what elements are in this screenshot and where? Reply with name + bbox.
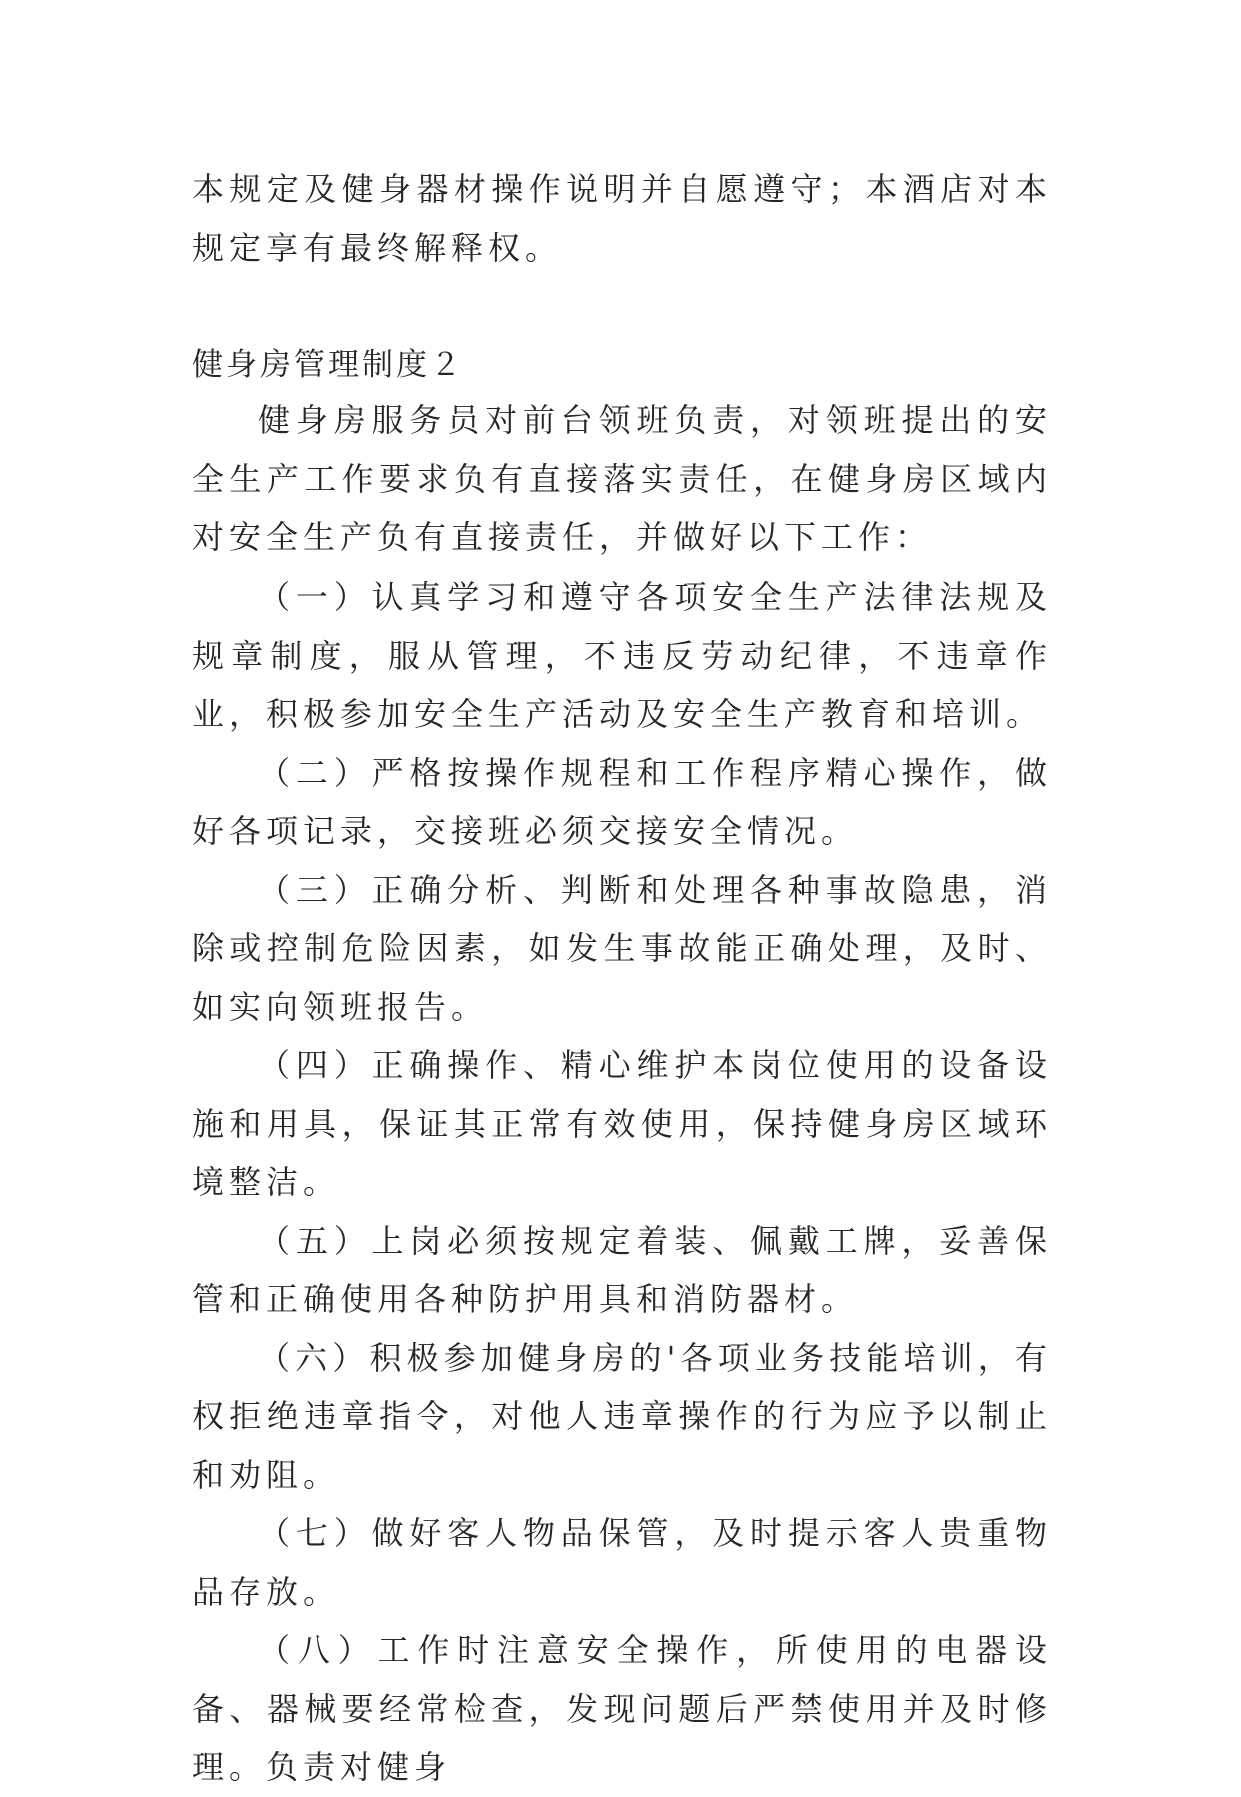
duty-item-1: （一）认真学习和遵守各项安全生产法律法规及规章制度，服从管理，不违反劳动纪律，不违章作业，积极参加安全生产活动及安全生产教育和培训。 <box>192 578 1052 733</box>
opening-paragraph: 健身房服务员对前台领班负责，对领班提出的安全生产工作要求负有直接落实责任，在健身房区域内对安全生产负有直接责任，并做好以下工作： <box>192 401 1052 556</box>
duty-item-8: （八）工作时注意安全操作，所使用的电器设备、器械要经常检查，发现问题后严禁使用并及时修理。负责对健身 <box>192 1631 1052 1786</box>
section-title: 健身房管理制度２ <box>192 347 464 383</box>
duty-item-7: （七）做好客人物品保管，及时提示客人贵重物品存放。 <box>192 1514 1052 1611</box>
duty-item-6: （六）积极参加健身房的'各项业务技能培训，有权拒绝违章指令，对他人违章操作的行为应予以制止和劝阻。 <box>192 1338 1052 1494</box>
duty-item-2: （二）严格按操作规程和工作程序精心操作，做好各项记录，交接班必须交接安全情况。 <box>192 753 1052 850</box>
duty-item-3: （三）正确分析、判断和处理各种事故隐患，消除或控制危险因素，如发生事故能正确处理，及时、如实向领班报告。 <box>192 870 1052 1026</box>
duty-item-4: （四）正确操作、精心维护本岗位使用的设备设施和用具，保证其正常有效使用，保持健身房区域环境整洁。 <box>192 1046 1052 1201</box>
duty-list <box>192 568 1052 1797</box>
intro-tail-paragraph: 本规定及健身器材操作说明并自愿遵守；本酒店对本规定享有最终解释权。 <box>192 170 1052 267</box>
duty-item-5: （五）上岗必须按规定着装、佩戴工牌，妥善保管和正确使用各种防护用具和消防器材。 <box>192 1221 1052 1318</box>
